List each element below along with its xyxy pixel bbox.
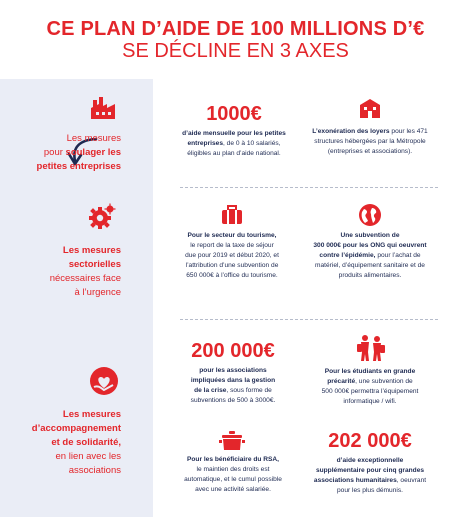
item-c1-amount: 200 000€ — [191, 340, 275, 362]
axis-1-line-1: Les mesures — [66, 133, 121, 144]
item-b2-l3-bold: contre l’épidémie, — [319, 252, 376, 259]
item-b2-l3-rest: pour l’achat de — [375, 252, 421, 259]
axis-3-line-3: et de solidarité, — [51, 437, 121, 448]
cooking-pot-icon — [219, 430, 245, 452]
item-a1-line-3: éligibles au plan d’aide national. — [187, 150, 281, 157]
item-b1-line-5: 650 000€ à l’office du tourisme. — [186, 272, 278, 279]
item-a2 — [300, 127, 440, 157]
item-c4-l2-bold: supplémentaire pour cinq grandes — [315, 467, 425, 474]
suitcase-icon — [221, 205, 243, 225]
heart-hand-icon — [89, 366, 119, 396]
item-b2-line-4: matériel, d’équipement sanitaire et de — [315, 262, 425, 269]
item-c2-l2-rest: , une subvention de — [355, 378, 413, 385]
axis-1-line-3: petites entreprises — [36, 161, 121, 172]
item-a2-line-2: structures hébergées par la Métropole — [314, 138, 426, 145]
item-c4-l3-rest: , oeuvrant — [396, 477, 427, 484]
item-c2 — [300, 367, 440, 407]
item-a2-line-1 — [300, 127, 440, 137]
building-icon — [358, 96, 382, 120]
item-c4-line-1 — [300, 456, 440, 466]
item-c1-l1-bold: pour les associations — [199, 367, 267, 374]
item-a1-l1-bold: d’aide mensuelle pour les petites — [182, 130, 286, 137]
item-c2-line-3: 500 000€ permettra l’équipement — [321, 388, 419, 395]
axis-3-line-2: d’accompagnement — [31, 423, 121, 434]
item-c4-line-4: pour les plus démunis. — [337, 487, 403, 494]
item-c1-line-4: subventions de 500 à 3000€. — [190, 397, 276, 404]
item-c4-line-3 — [300, 476, 440, 486]
item-b2-line-5: produits alimentaires. — [338, 272, 402, 279]
item-c4-l1-bold: d’aide exceptionnelle — [336, 457, 404, 464]
item-c2-line-2 — [300, 377, 440, 387]
page-title — [0, 18, 471, 62]
item-b1-line-2: le report de la taxe de séjour — [190, 242, 274, 249]
axis-2-line-3: nécessaires face — [49, 273, 121, 284]
item-b1-line-1 — [163, 231, 301, 241]
item-c3-line-2: le maintien des droits est — [196, 466, 270, 473]
item-a1-line-2 — [165, 139, 303, 149]
item-c4 — [300, 430, 440, 496]
item-b2-l2-bold: 300 000€ pour les ONG qui oeuvrent — [313, 242, 427, 249]
axis-3-line-5: associations — [68, 465, 121, 476]
axis-2-line-4: à l’urgence — [74, 287, 121, 298]
item-b1-l1-bold: Pour le secteur du tourisme, — [187, 232, 277, 239]
item-c1-l2-bold: impliquées dans la gestion — [190, 377, 276, 384]
item-c3-line-4: avec une activité salariée. — [195, 486, 271, 493]
item-c2-l2-bold: précarité — [327, 378, 356, 385]
axis-2-line-2: sectorielles — [68, 259, 121, 270]
item-c1-line-1 — [163, 366, 303, 376]
item-c3 — [163, 455, 303, 495]
item-b2-l1-bold: Une subvention de — [340, 232, 400, 239]
item-b1-line-4: l’attribution d’une subvention de — [185, 262, 279, 269]
title-line-2: SE DÉCLINE EN 3 AXES — [122, 40, 349, 62]
item-c4-l3-bold: associations humanitaires — [313, 477, 397, 484]
item-a1 — [165, 103, 303, 159]
item-c1-l3-rest: , sous forme de — [226, 387, 272, 394]
students-icon — [356, 334, 386, 362]
item-a1-l2-rest: , de 0 à 10 salariés, — [223, 140, 281, 147]
item-c2-l1-bold: Pour les étudiants en grande — [324, 368, 416, 375]
axis-2-line-1: Les mesures — [62, 245, 121, 256]
item-c1-l3-bold: de la crise — [194, 387, 227, 394]
item-b2-line-1 — [300, 231, 440, 241]
item-c2-line-4: informatique / wifi. — [343, 398, 397, 405]
item-c1-line-3 — [163, 386, 303, 396]
title-line-1: CE PLAN D’AIDE DE 100 MILLIONS D’€ — [46, 18, 425, 40]
item-b1-line-3: due pour 2019 et début 2020, et — [185, 252, 279, 259]
item-a1-l2-bold: entreprises — [187, 140, 223, 147]
factory-icon — [91, 96, 117, 120]
globe-icon — [358, 203, 382, 227]
item-a2-line-3: (entreprises et associations). — [327, 148, 413, 155]
axis-1-line-2 — [0, 146, 121, 160]
item-c3-l1-bold: Pour les bénéficiaire du RSA, — [187, 456, 279, 463]
item-c4-line-2 — [300, 466, 440, 476]
axis-2-label — [0, 244, 121, 300]
axis-1-line-2-plain: pour — [43, 147, 66, 158]
item-c1 — [163, 340, 303, 406]
item-b2-line-2 — [300, 241, 440, 251]
axis-3-label — [0, 408, 121, 478]
axis-1-label — [0, 132, 121, 174]
divider — [180, 319, 438, 320]
item-a1-amount: 1000€ — [206, 103, 262, 125]
gear-virus-icon — [88, 203, 116, 231]
item-a2-l1-rest: pour les 471 — [389, 128, 428, 135]
item-c1-line-2 — [163, 376, 303, 386]
axis-3-line-1: Les mesures — [62, 409, 121, 420]
item-b2 — [300, 231, 440, 281]
item-a1-line-1 — [165, 129, 303, 139]
item-b1 — [163, 231, 301, 281]
item-c3-line-3: automatique, et le cumul possible — [184, 476, 282, 483]
divider — [180, 187, 438, 188]
item-c4-amount: 202 000€ — [328, 430, 412, 452]
axis-1-line-2-bold: soulager les — [65, 147, 121, 158]
axis-3-line-4: en lien avec les — [55, 451, 121, 462]
item-c3-line-1 — [163, 455, 303, 465]
item-a2-l1-bold: L’exonération des loyers — [312, 128, 390, 135]
item-c2-line-1 — [300, 367, 440, 377]
item-b2-line-3 — [300, 251, 440, 261]
